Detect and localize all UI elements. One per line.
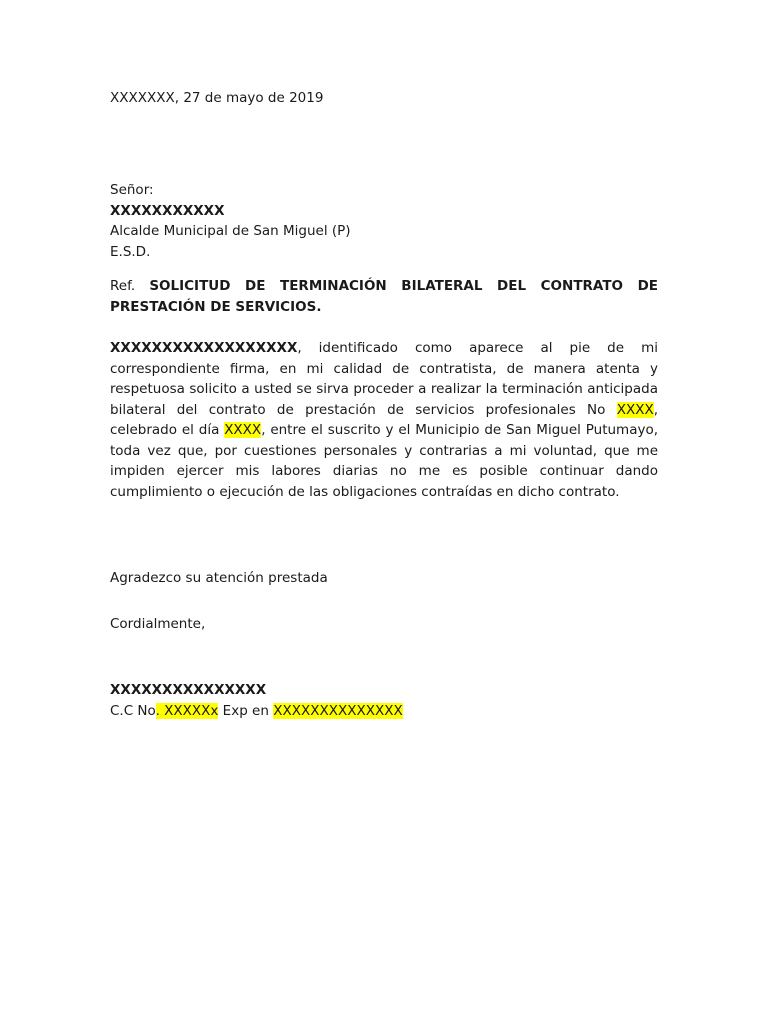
recipient-esd: E.S.D.: [110, 243, 151, 260]
reference-prefix: Ref.: [110, 278, 136, 294]
body-text-2: , celebrado el día: [110, 401, 658, 438]
cc-prefix: C.C No: [110, 702, 156, 719]
body-text-3: , entre el suscrito y el Municipio de San Miguel Putumayo, toda vez que, por cuestiones personales y contrarias a mi voluntad, que me impiden ejercer mis labores diarias no me es posible continuar dando cumplimiento o ejecución de las obligaciones contraídas en dicho contrato.: [110, 422, 659, 500]
salutation: Señor:: [110, 182, 154, 198]
date-line: XXXXXXX, 27 de mayo de 2019: [110, 90, 324, 106]
exp-place-highlight: XXXXXXXXXXXXXX: [273, 702, 403, 719]
recipient-title: Alcalde Municipal de San Miguel (P): [110, 223, 351, 239]
exp-label: Exp en: [218, 702, 274, 719]
contract-day-highlight: XXXX: [224, 422, 262, 438]
signature-name: XXXXXXXXXXXXXXX: [110, 682, 267, 698]
reference-line: [110, 276, 658, 317]
body-paragraph: [110, 338, 658, 502]
body-text-1: , identificado como aparece al pie de mi correspondiente firma, en mi calidad de contratista, de manera atenta y respetuosa solicito a usted se sirva proceder a realizar la terminación anticipada bilateral del contrato de prestación de servicios profesionales No: [110, 340, 658, 418]
closing-line: Cordialmente,: [110, 616, 206, 632]
recipient-block: [110, 180, 658, 262]
reference-subject: SOLICITUD DE TERMINACIÓN BILATERAL DEL CONTRATO DE PRESTACIÓN DE SERVICIOS.: [110, 278, 658, 315]
cc-number-highlight: . XXXXXx: [155, 702, 219, 719]
signature-block: [110, 680, 658, 721]
recipient-name: XXXXXXXXXXX: [110, 202, 225, 219]
signature-id-line: [110, 701, 658, 722]
thanks-line: Agradezco su atención prestada: [110, 570, 328, 586]
contract-number-highlight: XXXX: [616, 401, 654, 418]
body-name: XXXXXXXXXXXXXXXXXX: [110, 340, 298, 356]
